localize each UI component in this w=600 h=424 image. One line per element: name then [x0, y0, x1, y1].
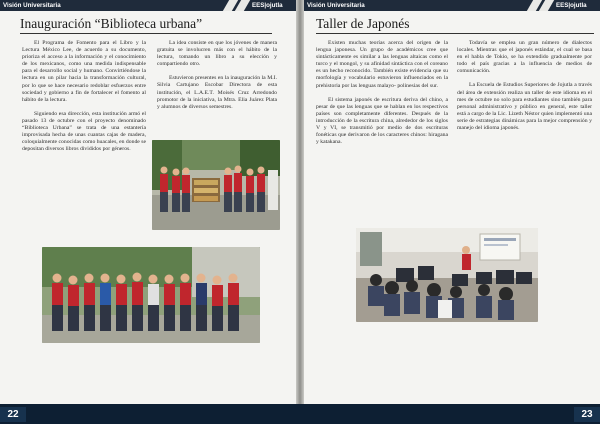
left-footer-bar	[0, 404, 300, 424]
paragraph: El sistema japonés de escritura deriva del chino, a pesar de que las lenguas que se hablan en los respectivos países son completamente diferentes. Después de la introducción de la escritura china, alrededor de los siglos V y VI, se transmitió por medio de dos escrituras fonéticas que derivaron de los caracteres chinos: hiragana y katakana.	[316, 96, 448, 146]
text-column-1	[22, 40, 146, 160]
page-number: 23	[574, 407, 600, 422]
left-header-bar	[0, 0, 296, 11]
right-page	[304, 0, 600, 404]
photo-group-students	[42, 247, 260, 343]
paragraph: Existen muchas teorías acerca del origen de la lengua japonesa. Un grupo de académicos cree que sintácticamente es similar a las lenguas altaicas como el turco y el mongol, y su afinidad sintáctica con el coreano es un hecho reconocido. También existe evidencia que su morfología y vocabulario estuvieron influenciados en la prehistoria por las lenguas malayo- polinesias del sur.	[316, 40, 448, 89]
photo-bookshelf-inauguration	[152, 140, 280, 230]
page-title: Inauguración “Biblioteca urbana”	[20, 16, 203, 31]
paragraph: Estuvieron presentes en la inauguración la M.I. Silvia Cartujano Escobar Directora de esta institución, el L.A.E.T. Moisés Cruz Arredondo promotor de la iniciativa, la Mtra. Elia Juárez Plata y alumnos de diversos semestres.	[157, 75, 277, 110]
left-page	[0, 0, 296, 404]
title-rule	[20, 33, 272, 34]
section-label: Visión Universitaria	[307, 2, 365, 9]
brand-label: EES|ojutla	[556, 2, 587, 9]
photo-japanese-class	[356, 228, 538, 322]
right-header-bar	[304, 0, 600, 11]
page-title: Taller de Japonés	[316, 16, 410, 31]
paragraph: El Programa de Fomento para el Libro y la Lectura México Lee, de acuerdo a su documento, prioriza el acceso a la información y el conocimiento de los mexicanos, como una medida indispensable para el desarrollo social y humano. Convirtiéndose la lectura en un pilar hacia la transformación cultural, por lo que se hace necesario redoblar esfuerzos entre sociedad y gobierno a fin de fortalecer el fomento al hábito de la lectura.	[22, 40, 146, 103]
text-column-1	[316, 40, 448, 153]
title-rule	[316, 33, 594, 34]
paragraph: La Escuela de Estudios Superiores de Jojutla a través del área de extensión realiza un taller de este idioma en el mes de octubre no solo para estudiantes sino también para personal administrativo y público en general, este taller está a cargo de la Lic. Lizeth Néstor quien implementó una serie de estrategias dinámicas para la mejor comprensión y manejo del idioma japonés.	[457, 82, 592, 132]
text-column-2	[157, 40, 277, 118]
text-column-2	[457, 40, 592, 139]
paragraph: Siguiendo esa dirección, esta institución armó el pasado 13 de octubre con el proyecto denominado “Biblioteca Urbana” se trata de una estantería improvisada hecha de unas cuantas cajas de madera, coloquialmente conocidas como huacales, en donde se depositan diversos libros divididos por géneros.	[22, 110, 146, 153]
section-label: Visión Universitaria	[3, 2, 61, 9]
paragraph: Todavía se emplea un gran número de dialectos locales. Mientras que el japonés estándar, el cual se basa en el habla de Tokio, se ha extendido gradualmente por todo el país gracias a la influencia de medios de comunicación.	[457, 40, 592, 75]
right-footer-bar	[300, 404, 600, 424]
brand-label: EES|ojutla	[252, 2, 283, 9]
page-gutter	[296, 0, 304, 404]
paragraph: La idea consiste en que los jóvenes de manera gratuita se involucren más con el hábito de la lectura, tomando un libro a su elección y compartiendo otro.	[157, 40, 277, 68]
page-number: 22	[0, 407, 26, 422]
